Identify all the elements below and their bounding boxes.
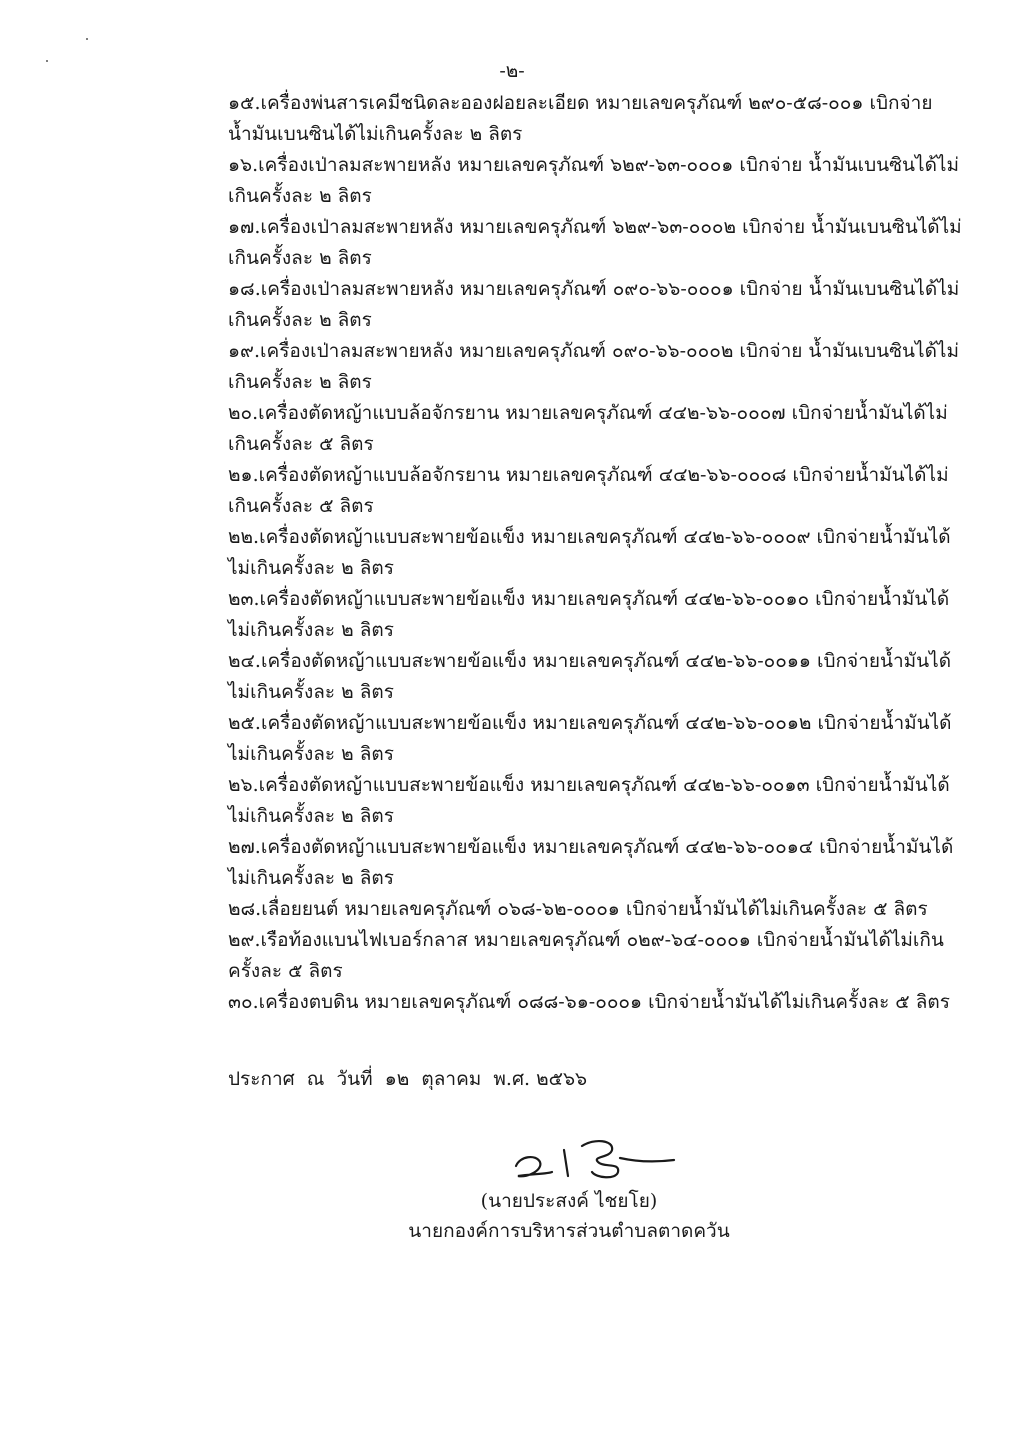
- list-item: ๑๙.เครื่องเป่าลมสะพายหลัง หมายเลขครุภัณฑ์ ๐๙๐-๖๖-๐๐๐๒ เบิกจ่าย น้ำมันเบนซินได้ไม่เกินครั้งละ ๒ ลิตร: [228, 340, 959, 393]
- list-item: ๒๒.เครื่องตัดหญ้าแบบสะพายข้อแข็ง หมายเลขครุภัณฑ์ ๔๔๒-๖๖-๐๐๐๙ เบิกจ่ายน้ำมันได้ไม่เกินครั้งละ ๒ ลิตร: [228, 526, 951, 579]
- list-item: ๒๐.เครื่องตัดหญ้าแบบล้อจักรยาน หมายเลขครุภัณฑ์ ๔๔๒-๖๖-๐๐๐๗ เบิกจ่ายน้ำมันได้ไม่เกินครั้งละ ๕ ลิตร: [228, 402, 948, 455]
- list-item: ๒๙.เรือท้องแบนไฟเบอร์กลาส หมายเลขครุภัณฑ์ ๐๒๙-๖๔-๐๐๐๑ เบิกจ่ายน้ำมันได้ไม่เกินครั้งละ ๕ ลิตร: [228, 929, 944, 982]
- equipment-list: [228, 88, 968, 1018]
- handwritten-signature: [502, 1128, 682, 1184]
- list-item: ๑๖.เครื่องเป่าลมสะพายหลัง หมายเลขครุภัณฑ์ ๖๒๙-๖๓-๐๐๐๑ เบิกจ่าย น้ำมันเบนซินได้ไม่เกินครั้งละ ๒ ลิตร: [228, 154, 959, 207]
- scan-speck: [86, 38, 88, 40]
- signer-title: นายกองค์การบริหารส่วนตำบลตาดควัน: [408, 1220, 730, 1242]
- list-item: ๒๑.เครื่องตัดหญ้าแบบล้อจักรยาน หมายเลขครุภัณฑ์ ๔๔๒-๖๖-๐๐๐๘ เบิกจ่ายน้ำมันได้ไม่เกินครั้งละ ๕ ลิตร: [228, 464, 949, 517]
- page-number: -๒-: [499, 60, 525, 82]
- list-item: ๒๓.เครื่องตัดหญ้าแบบสะพายข้อแข็ง หมายเลขครุภัณฑ์ ๔๔๒-๖๖-๐๐๑๐ เบิกจ่ายน้ำมันได้ไม่เกินครั้งละ ๒ ลิตร: [228, 588, 950, 641]
- list-item: ๑๕.เครื่องพ่นสารเคมีชนิดละอองฝอยละเอียด หมายเลขครุภัณฑ์ ๒๙๐-๕๘-๐๐๑ เบิกจ่ายน้ำมันเบนซินได้ไม่เกินครั้งละ ๒ ลิตร: [228, 92, 933, 145]
- signer-name: (นายประสงค์ ไชยโย): [480, 1190, 658, 1212]
- list-item: ๒๗.เครื่องตัดหญ้าแบบสะพายข้อแข็ง หมายเลขครุภัณฑ์ ๔๔๒-๖๖-๐๐๑๔ เบิกจ่ายน้ำมันได้ไม่เกินครั้งละ ๒ ลิตร: [228, 836, 954, 889]
- list-item: ๓๐.เครื่องตบดิน หมายเลขครุภัณฑ์ ๐๘๘-๖๑-๐๐๐๑ เบิกจ่ายน้ำมันได้ไม่เกินครั้งละ ๕ ลิตร: [228, 991, 950, 1013]
- list-item: ๒๘.เลื่อยยนต์ หมายเลขครุภัณฑ์ ๐๖๘-๖๒-๐๐๐๑ เบิกจ่ายน้ำมันได้ไม่เกินครั้งละ ๕ ลิตร: [228, 898, 928, 920]
- list-item: ๒๕.เครื่องตัดหญ้าแบบสะพายข้อแข็ง หมายเลขครุภัณฑ์ ๔๔๒-๖๖-๐๐๑๒ เบิกจ่ายน้ำมันได้ไม่เกินครั้งละ ๒ ลิตร: [228, 712, 952, 765]
- list-item: ๑๘.เครื่องเป่าลมสะพายหลัง หมายเลขครุภัณฑ์ ๐๙๐-๖๖-๐๐๐๑ เบิกจ่าย น้ำมันเบนซินได้ไม่เกินครั้งละ ๒ ลิตร: [228, 278, 960, 331]
- announcement-date-line: ประกาศ ณ วันที่ ๑๒ ตุลาคม พ.ศ. ๒๕๖๖: [228, 1068, 588, 1090]
- list-item: ๒๖.เครื่องตัดหญ้าแบบสะพายข้อแข็ง หมายเลขครุภัณฑ์ ๔๔๒-๖๖-๐๐๑๓ เบิกจ่ายน้ำมันได้ไม่เกินครั้งละ ๒ ลิตร: [228, 774, 950, 827]
- list-item: ๒๔.เครื่องตัดหญ้าแบบสะพายข้อแข็ง หมายเลขครุภัณฑ์ ๔๔๒-๖๖-๐๐๑๑ เบิกจ่ายน้ำมันได้ไม่เกินครั้งละ ๒ ลิตร: [228, 650, 952, 703]
- list-item: ๑๗.เครื่องเป่าลมสะพายหลัง หมายเลขครุภัณฑ์ ๖๒๙-๖๓-๐๐๐๒ เบิกจ่าย น้ำมันเบนซินได้ไม่เกินครั้งละ ๒ ลิตร: [228, 216, 962, 269]
